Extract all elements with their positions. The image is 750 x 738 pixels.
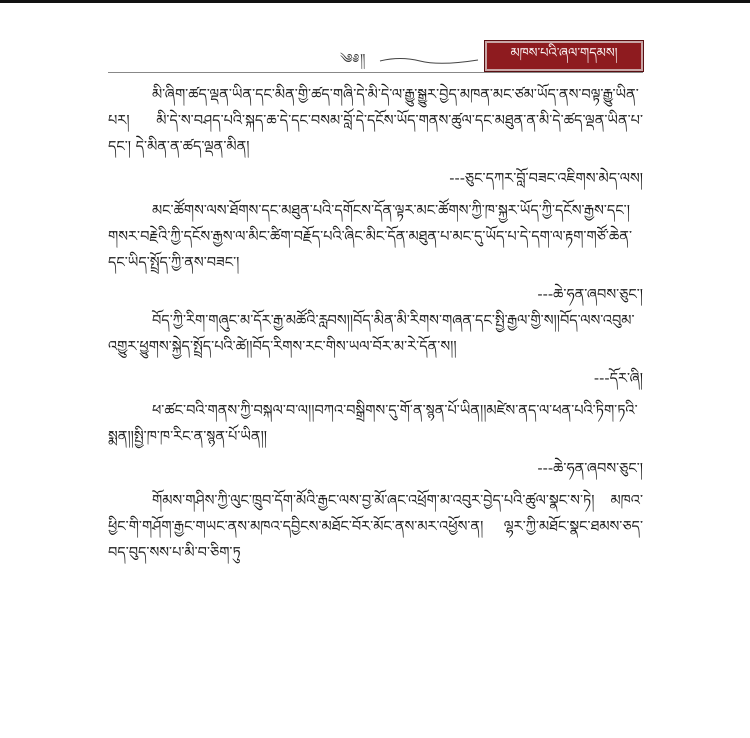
paragraph-4: ཕ་ཚང་བའི་གནས་ཀྱི་བསྐལ་བ་ལ།།བཀའ་བསྒྲིགས་དུ་གོ་ན་སྙན་པོ་ཡིན།།མཛེས་ནད་ལ་ཕན་པའི་ཏིག་ཏའི་སྨན།།སྤྱི་ཁ་ཁ་རིང་ན་སྙན་པོ་ཡིན།།: [108, 403, 638, 445]
top-border: [0, 0, 750, 3]
ornament-text: ༄༅༎: [340, 52, 367, 67]
paragraph-3: བོད་ཀྱི་རིག་གཞུང་མ་དོར་རྒྱ་མཚོའི་རླབས།།བོད་མིན་མི་རིགས་གཞན་དང་སྤྱི་རྒྱལ་གྱི་ས།།བོད་ལས་འབུམ་འགྱུར་ཕྱུགས་སྐྱེད་སྤྲོད་པའི་ཚེ།།བོད་རིགས་རང་གིས་ཡལ་བོར་མ་རེ་དོན་ས།།: [108, 313, 635, 355]
header-divider: [108, 72, 643, 73]
paragraph-5: གོམས་གཤིས་ཀྱི་ལུང་ཁྲུབ་དོག་མོའི་རྒྱང་ལས་བྱ་མོ་ཞང་འཕྲོག་མ་འབུར་བྱེད་པའི་ཚུལ་སྣང་ས་ཏེ། མཁའ་ཕྱིང་གི་གཤོག་རྒྱང་གཡང་ནས་མཁའ་དབྱིངས་མཐོང་བོར་མོང་ནས་མར་འཕྱོས་ན། ལྷར་ཀྱི་མཐོང་སྣང་ཐམས་ཅད་བད་བུད་སས་པ་མི་བ་ཅིག་ཏུ: [108, 493, 643, 561]
header-ornament: [340, 44, 480, 67]
attribution-1: ---ཅུང་དཀར་བློ་བཟང་འཇིགས་མེད་ལས།: [449, 171, 643, 187]
document-body: [108, 82, 643, 566]
attribution-3: ---དོར་ཞི།: [593, 371, 643, 387]
attribution-2: ---ཆེ་ཧན་ཞབས་ཅུང་།: [537, 287, 643, 303]
attribution-4: ---ཆེ་ཧན་ཞབས་ཅུང་།: [537, 461, 643, 477]
paragraph-2: མང་ཚོགས་ལས་ཐོགས་དང་མཐུན་པའི་དགོངས་དོན་ལྟར་མང་ཚོགས་ཀྱི་ཁ་སྐྱར་ཡོད་ཀྱི་དངོས་རྒྱས་དང་། གསར་བརྗེའི་ཀྱི་དངོས་རྒྱས་ལ་མིང་ཚིག་བརྗོད་པའི་ཞིང་མིང་དོན་མཐུན་པ་མང་དུ་ཡོད་པ་དེ་དག་ལ་རྟག་གཙོ་ཆེན་དང་ཡིད་སྤྲོད་ཀྱི་ནས་བཟང་།: [108, 203, 632, 271]
paragraph-1: མི་ཞིག་ཚད་ལྡན་ཡིན་དང་མིན་གྱི་ཚད་གཞི་དེ་མི་དེ་ལ་རྒྱུ་སྒྱུར་བྱེད་མཁན་མང་ཙམ་ཡོད་ནས་བལྟ་རྒྱུ་ཡིན་པར། མི་དེ་ས་བཤད་པའི་སྐད་ཆ་དེ་དང་བསམ་བློ་དེ་དངོས་ཡོད་གནས་ཚུལ་དང་མཐུན་ན་མི་དེ་ཚད་ལྡན་ཡིན་པ་དང་། དེ་མིན་ན་ཚད་ལྡན་མིན།: [108, 87, 643, 155]
page-title: མཁས་པའི་ཞལ་གདམས།: [484, 40, 644, 72]
ornament-flourish-icon: [340, 56, 480, 66]
page-header: [0, 36, 750, 76]
